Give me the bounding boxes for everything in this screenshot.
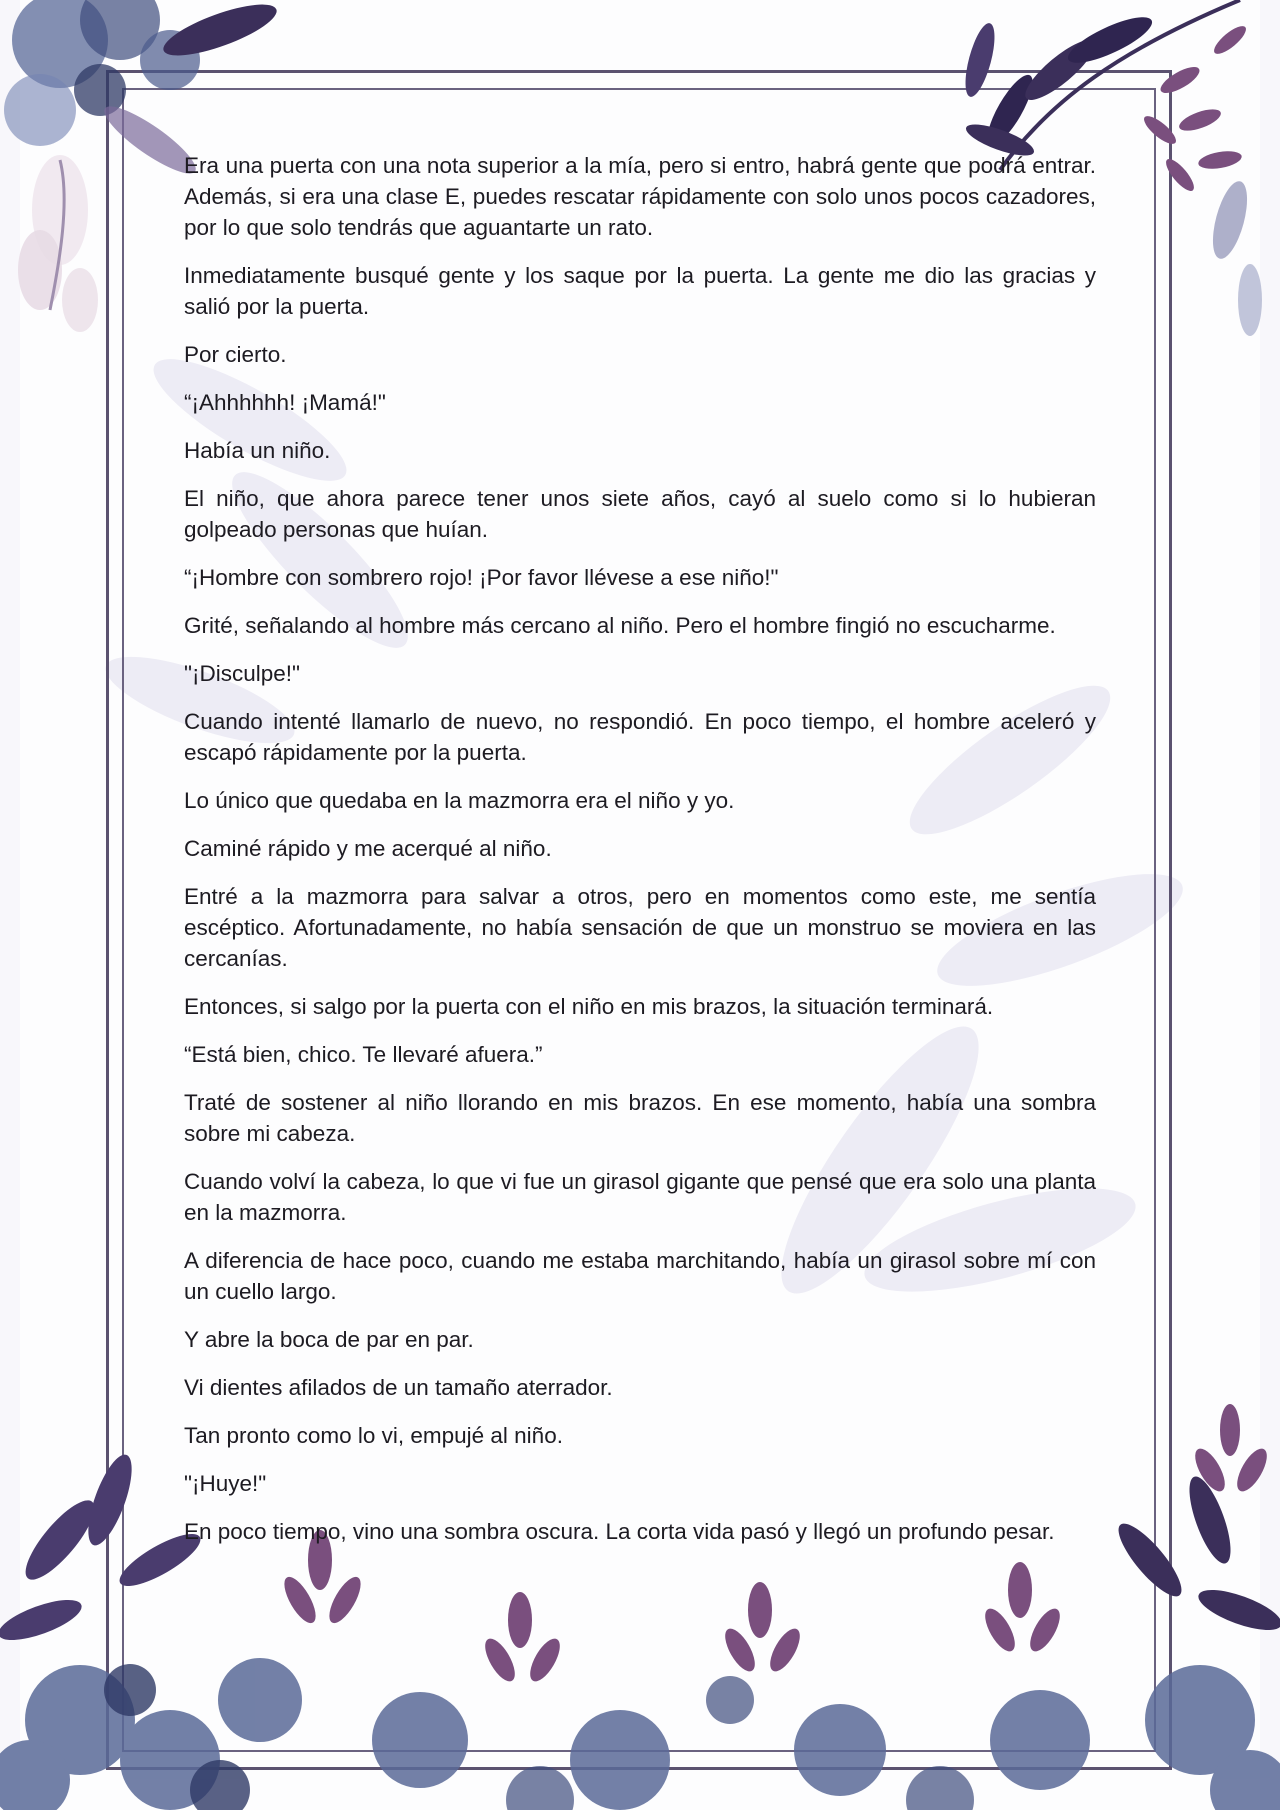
paragraph-8: Grité, señalando al hombre más cercano al niño. Pero el hombre fingió no escucharme. — [184, 613, 1056, 638]
paragraph-22: "¡Huye!" — [184, 1471, 267, 1496]
paragraph-15: “Está bien, chico. Te llevaré afuera.” — [184, 1042, 543, 1067]
paragraph-11: Lo único que quedaba en la mazmorra era el niño y yo. — [184, 788, 735, 813]
paragraph-19: Y abre la boca de par en par. — [184, 1327, 474, 1352]
paragraph-7: “¡Hombre con sombrero rojo! ¡Por favor llévese a ese niño!" — [184, 565, 779, 590]
paragraph-5: Había un niño. — [184, 438, 331, 463]
paragraph-17: Cuando volví la cabeza, lo que vi fue un girasol gigante que pensé que era solo una planta en la mazmorra. — [184, 1169, 1096, 1225]
paragraph-16: Traté de sostener al niño llorando en mis brazos. En ese momento, había una sombra sobre mi cabeza. — [184, 1090, 1096, 1146]
paragraph-14: Entonces, si salgo por la puerta con el niño en mis brazos, la situación terminará. — [184, 994, 994, 1019]
paragraph-23: En poco tiempo, vino una sombra oscura. La corta vida pasó y llegó un profundo pesar. — [184, 1519, 1055, 1544]
paragraph-2: Inmediatamente busqué gente y los saque por la puerta. La gente me dio las gracias y salió por la puerta. — [184, 263, 1096, 319]
paragraph-21: Tan pronto como lo vi, empujé al niño. — [184, 1423, 563, 1448]
paragraph-1: Era una puerta con una nota superior a la mía, pero si entro, habrá gente que podrá entrar. Además, si era una clase E, puedes rescatar rápidamente con solo unos pocos cazadores, por lo que solo tendrás que aguantarte un rato. — [184, 153, 1096, 240]
document-body — [184, 150, 1096, 1564]
paragraph-9: "¡Disculpe!" — [184, 661, 301, 686]
paragraph-18: A diferencia de hace poco, cuando me estaba marchitando, había un girasol sobre mí con un cuello largo. — [184, 1248, 1096, 1304]
paragraph-13: Entré a la mazmorra para salvar a otros, pero en momentos como este, me sentía escéptico. Afortunadamente, no había sensación de que un monstruo se moviera en las cercanías. — [184, 884, 1096, 971]
paragraph-4: “¡Ahhhhhh! ¡Mamá!" — [184, 390, 386, 415]
paragraph-20: Vi dientes afilados de un tamaño aterrador. — [184, 1375, 613, 1400]
paragraph-10: Cuando intenté llamarlo de nuevo, no respondió. En poco tiempo, el hombre aceleró y escapó rápidamente por la puerta. — [184, 709, 1096, 765]
paragraph-6: El niño, que ahora parece tener unos siete años, cayó al suelo como si lo hubieran golpeado personas que huían. — [184, 486, 1096, 542]
paragraph-3: Por cierto. — [184, 342, 287, 367]
paragraph-12: Caminé rápido y me acerqué al niño. — [184, 836, 552, 861]
